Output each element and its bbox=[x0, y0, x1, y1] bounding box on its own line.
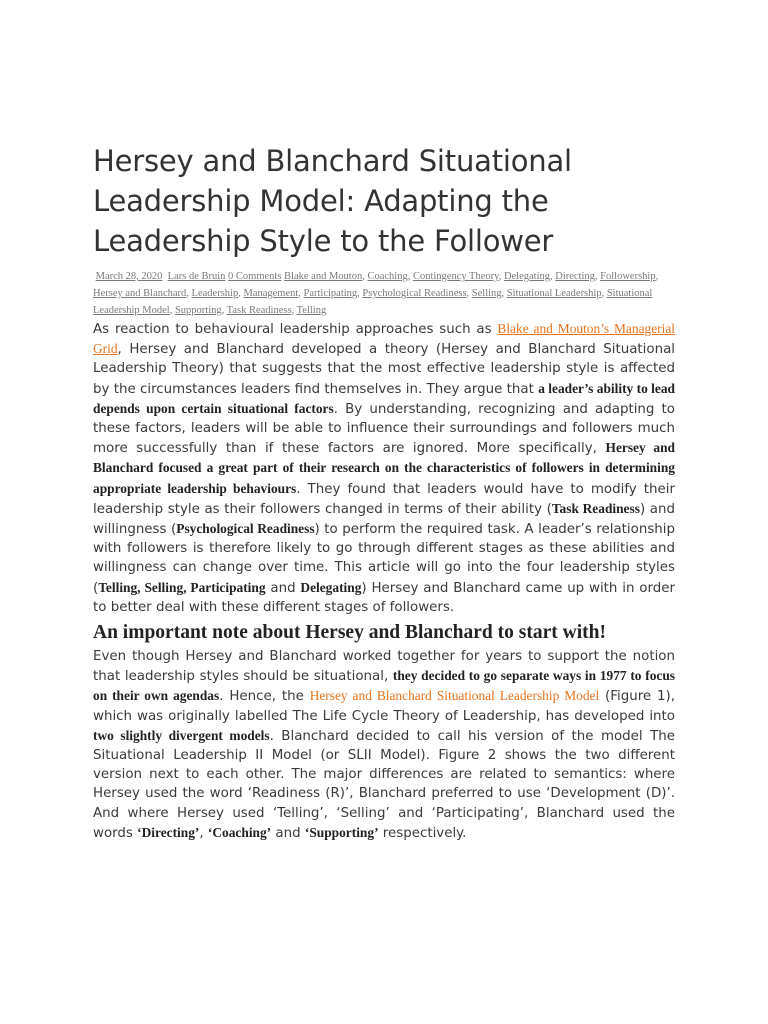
bold-text: they decided to go separate ways in 1977 to focus on their own agendas bbox=[93, 668, 675, 704]
post-meta bbox=[93, 268, 675, 319]
tag-list: Blake and Mouton, Coaching, Contingency Theory, Delegating, Directing, Followership, Hersey and Blanchard, Leadership, Management, Participating, Psychological Readiness, Selling, Situational Leadership, Situational Leadership Model, Supporting, Task Readiness, Telling bbox=[93, 271, 659, 316]
article-title: Hersey and Blanchard Situational Leadership Model: Adapting the Leadership Style to the Follower bbox=[93, 144, 572, 258]
post-date-link[interactable]: March 28, 2020 bbox=[95, 271, 163, 282]
tag-link[interactable]: Hersey and Blanchard bbox=[93, 288, 187, 299]
text-run: . They found that leaders would have to modify their leadership style as their followers changed in terms of their ability ( bbox=[93, 481, 675, 517]
managerial-grid-link[interactable]: Blake and Mouton’s Managerial Grid bbox=[93, 321, 675, 357]
tag-link[interactable]: Situational Leadership bbox=[506, 288, 602, 299]
tag-link[interactable]: Coaching bbox=[367, 271, 408, 282]
text-run: respectively. bbox=[378, 825, 467, 841]
bold-text: Delegating bbox=[300, 579, 362, 595]
bold-text: Psychological Readiness bbox=[176, 521, 315, 537]
tag-link[interactable]: Task Readiness bbox=[226, 305, 292, 316]
text-run: and bbox=[265, 580, 301, 596]
text-run: , Hersey and Blanchard developed a theory (Hersey and Blanchard Situational Leadership Theory) that suggests that the most effective leadership style is affected by the circumstances leaders find themselves in. They argue that bbox=[93, 342, 675, 397]
tag-link[interactable]: Directing bbox=[555, 271, 595, 282]
situational-leadership-model-link[interactable]: Hersey and Blanchard Situational Leadership Model bbox=[309, 688, 600, 704]
text-run: . Blanchard decided to call his version of the model The Situational Leadership II Model (or SLII Model). Figure 2 shows the two different version next to each other. The major differences are related to semantics: where Hersey used the word ‘Readiness (R)’, Blanchard preferred to use ‘Development (D)’. And where Hersey used ‘Telling’, ‘Selling’ and ‘Participating’, Blanchard used the words bbox=[93, 728, 675, 841]
tag-link[interactable]: Supporting bbox=[174, 305, 222, 316]
tag-link[interactable]: Management bbox=[243, 288, 299, 299]
text-run: Even though Hersey and Blanchard worked together for years to support the notion that leadership styles should be situational, bbox=[93, 649, 675, 685]
text-run: , bbox=[199, 825, 208, 841]
bold-text: a leader’s ability to lead depends upon certain situational factors bbox=[93, 380, 675, 416]
text-run: (Figure 1), which was originally labelled The Life Cycle Theory of Leadership, has developed into bbox=[93, 689, 676, 724]
text-run: . Hence, the bbox=[219, 689, 310, 705]
tag-link[interactable]: Followership bbox=[600, 271, 656, 282]
tag-link[interactable]: Participating bbox=[303, 288, 358, 299]
section-heading: An important note about Hersey and Blanchard to start with! bbox=[93, 622, 606, 644]
text-run: . By understanding, recognizing and adapting to these factors, leaders will be able to influence their surroundings and followers much more successfully than if these factors are ignored. More specifically, bbox=[93, 401, 675, 457]
tag-link[interactable]: Selling bbox=[471, 288, 502, 299]
author-link[interactable]: Lars de Bruin bbox=[167, 271, 226, 282]
article bbox=[93, 141, 675, 843]
tag-link[interactable]: Contingency Theory bbox=[412, 271, 499, 282]
bold-text: ‘Coaching’ bbox=[207, 824, 272, 840]
text-run: ) to perform the required task. A leader’s relationship with followers is therefore likely to go through different stages as these abilities and willingness can change over time. This article will go into the four leadership styles ( bbox=[93, 522, 676, 596]
text-run: ) Hersey and Blanchard came up with in order to better deal with these different stages of followers. bbox=[93, 580, 675, 615]
tag-link[interactable]: Delegating bbox=[503, 271, 551, 282]
bold-text: ‘Directing’ bbox=[137, 824, 200, 840]
text-run: As reaction to behavioural leadership approaches such as bbox=[93, 322, 498, 337]
tag-link[interactable]: Blake and Mouton bbox=[284, 271, 363, 282]
text-run: ) and willingness ( bbox=[93, 501, 675, 538]
intro-paragraph bbox=[93, 319, 675, 617]
bold-text: Telling, Selling, Participating bbox=[98, 579, 266, 595]
tag-link[interactable]: Leadership bbox=[191, 288, 239, 299]
bold-text: Hersey and Blanchard focused a great part of their research on the characteristics of followers in determining appropriate leadership behaviours bbox=[93, 440, 675, 496]
bold-text: Task Readiness bbox=[551, 500, 640, 516]
tag-link[interactable]: Psychological Readiness bbox=[362, 288, 467, 299]
comments-link[interactable]: 0 Comments bbox=[228, 271, 282, 282]
bold-text: two slightly divergent models bbox=[93, 727, 270, 743]
note-paragraph bbox=[93, 647, 675, 843]
text-run: and bbox=[271, 825, 305, 841]
tag-link[interactable]: Telling bbox=[296, 305, 327, 316]
bold-text: ‘Supporting’ bbox=[304, 824, 379, 840]
tag-link[interactable]: Situational Leadership Model bbox=[93, 288, 653, 316]
